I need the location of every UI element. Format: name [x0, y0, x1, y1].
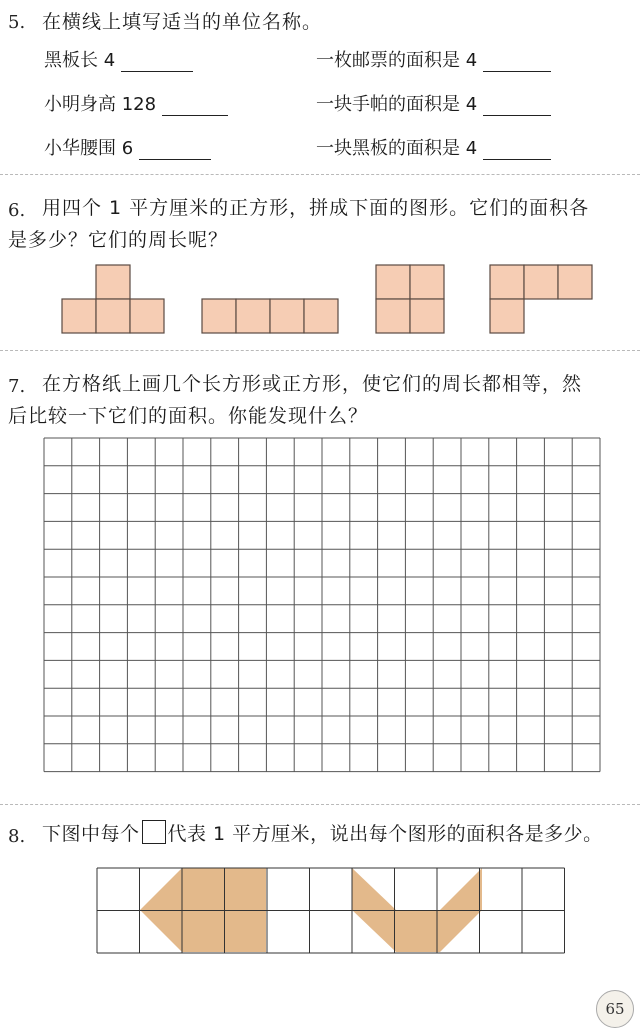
- q6-shape-line: [202, 299, 338, 333]
- page-number: 65: [596, 990, 634, 1028]
- question-6-number: 6.: [8, 200, 26, 221]
- question-7-text-line-1: 在方格纸上画几个长方形或正方形，使它们的周长都相等，然: [42, 373, 583, 395]
- question-7-number: 7.: [8, 376, 26, 397]
- question-6-text-line-2: 是多少？它们的周长呢？: [8, 229, 229, 251]
- unit-square-icon: [142, 820, 166, 844]
- q5-item-label: 一块手帕的面积是 4: [316, 94, 478, 115]
- section-divider: [0, 350, 640, 351]
- q5-item-label: 黑板长 4: [44, 50, 116, 71]
- graph-paper-grid[interactable]: [44, 438, 600, 772]
- q6-shape-square: [376, 265, 444, 333]
- section-divider: [0, 804, 640, 805]
- question-8-number: 8.: [8, 826, 26, 847]
- question-7-text-line-2: 后比较一下它们的面积。你能发现什么？: [8, 405, 369, 427]
- q5-item-label: 一块黑板的面积是 4: [316, 138, 478, 159]
- q8-unit-grid: [97, 868, 565, 953]
- q8-text-after: 代表 1 平方厘米，说出每个图形的面积各是多少。: [167, 823, 603, 845]
- q5-item-label: 小华腰围 6: [44, 138, 134, 159]
- question-5-number: 5.: [8, 12, 26, 33]
- question-5-instruction: 在横线上填写适当的单位名称。: [42, 11, 323, 33]
- q6-shape-t: [62, 265, 164, 333]
- q8-text-before: 下图中每个: [42, 823, 140, 845]
- question-6-text-line-1: 用四个 1 平方厘米的正方形，拼成下面的图形。它们的面积各: [42, 197, 590, 219]
- question-8-text: [42, 816, 603, 852]
- q5-item-label: 一枚邮票的面积是 4: [316, 50, 478, 71]
- q6-shape-l: [490, 265, 592, 333]
- q8-figure: [97, 868, 565, 953]
- q5-item-label: 小明身高 128: [44, 94, 157, 115]
